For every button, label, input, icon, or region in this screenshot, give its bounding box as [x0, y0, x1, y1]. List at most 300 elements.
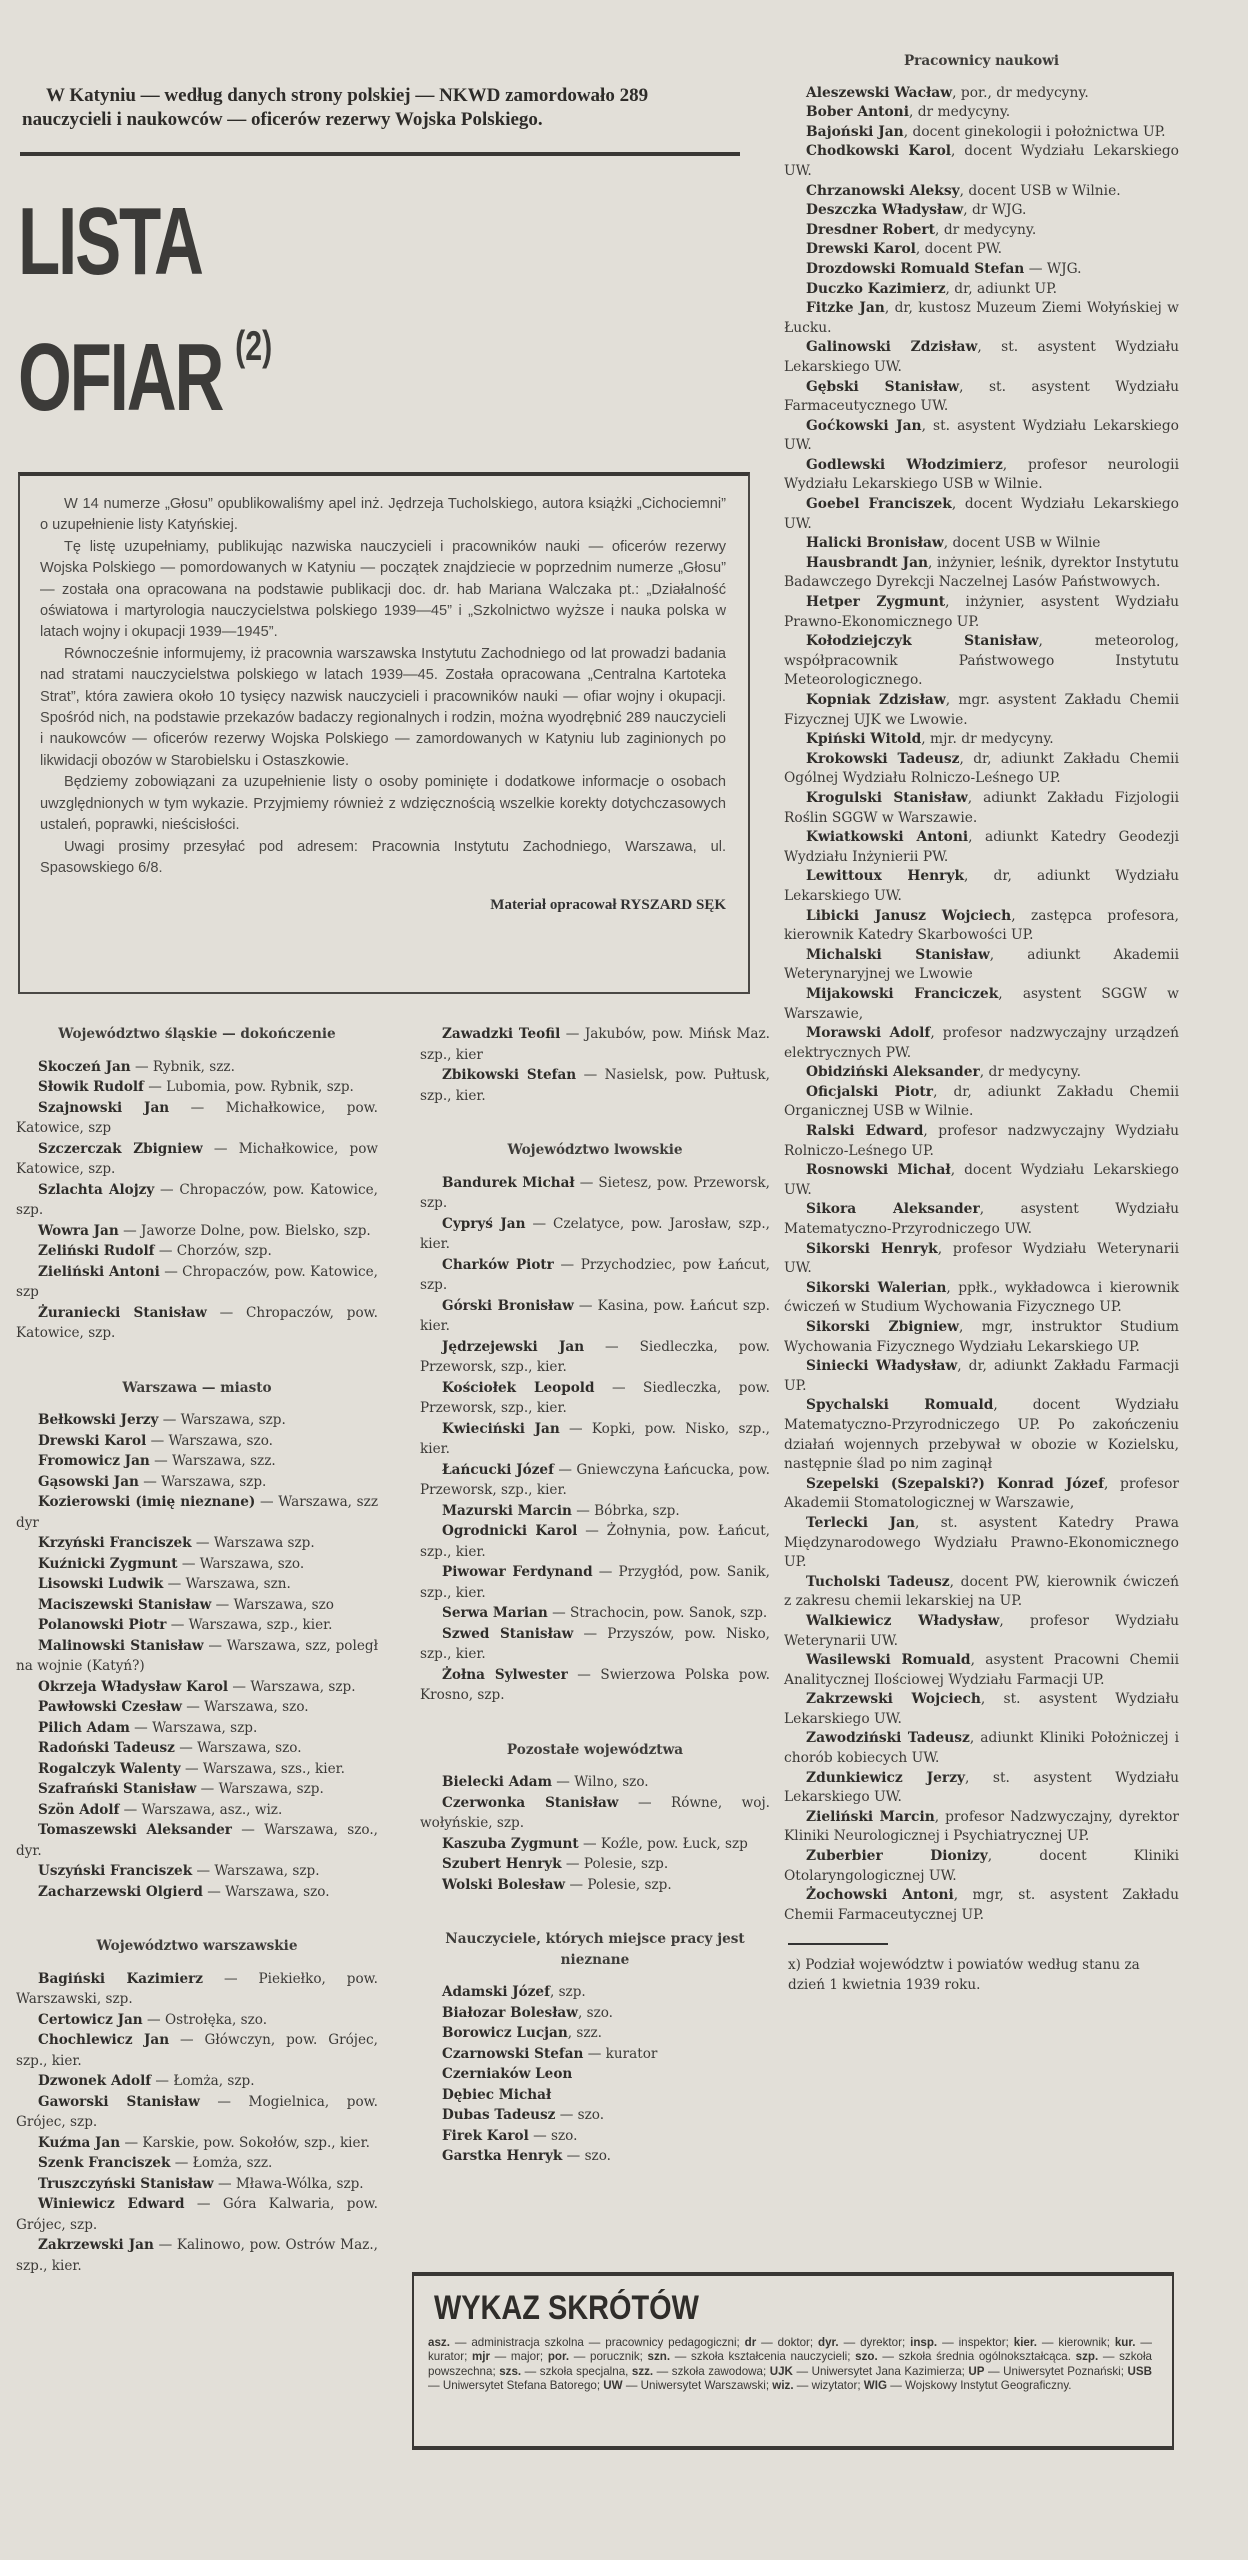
list-entry	[420, 2044, 770, 2065]
entry-details: — Warszawa, szp.	[192, 1863, 320, 1879]
list-entry	[784, 1083, 1179, 1122]
list-entry	[784, 456, 1179, 495]
entry-name: Tomaszewski Aleksander	[38, 1822, 232, 1838]
section-heading-nieznane: Nauczyciele, których miejsce pracy jest nieznane	[445, 1931, 745, 1968]
footnote-rule	[788, 1943, 888, 1945]
list-entry	[784, 1318, 1179, 1357]
list-entry	[784, 1475, 1179, 1514]
entry-name: Rogalczyk Walenty	[38, 1760, 181, 1777]
list-entry	[784, 299, 1179, 338]
entry-name: Kwieciński Jan	[442, 1420, 560, 1437]
list-entry	[16, 1861, 378, 1882]
entry-name: Szczerczak Zbigniew	[38, 1140, 203, 1157]
entry-name: Firek Karol	[442, 2127, 529, 2144]
list-entry	[16, 1615, 378, 1636]
entry-name: Zakrzewski Jan	[38, 2237, 154, 2253]
abbreviation-meaning: — porucznik;	[569, 2350, 648, 2364]
list-entry	[784, 1651, 1179, 1690]
entry-name: Spychalski Romuald	[806, 1397, 994, 1414]
list-entry	[784, 867, 1179, 906]
entry-name: Pilich Adam	[38, 1719, 130, 1736]
abbreviation-meaning: — dyrektor;	[838, 2336, 911, 2349]
list-entry	[784, 240, 1179, 260]
entry-name: Kozierowski (imię nieznane)	[38, 1494, 256, 1510]
list-entry	[16, 1410, 378, 1431]
list-entry	[784, 1886, 1179, 1925]
entry-name: Ralski Edward	[806, 1123, 924, 1140]
footnote: x) Podział województw i powiatów według stanu za dzień 1 kwietnia 1939 roku.	[788, 1957, 1140, 1994]
list-entry	[420, 1460, 770, 1501]
entry-name: Kaszuba Zygmunt	[442, 1835, 579, 1852]
list-entry	[16, 1139, 378, 1180]
list-entry	[420, 1624, 770, 1665]
list-entry	[16, 1697, 378, 1718]
list-entry	[420, 2064, 770, 2085]
abbreviation-meaning: — doktor;	[756, 2336, 819, 2349]
entry-name: Borowicz Lucjan	[442, 2025, 568, 2041]
entry-details: — Kopki, pow. Nisko, szp., kier.	[420, 1420, 771, 1457]
entry-name: Lisowski Ludwik	[38, 1576, 164, 1592]
list-entry	[784, 182, 1179, 202]
list-entry	[784, 1200, 1179, 1239]
list-entry	[420, 1665, 770, 1706]
intro-paragraph: W 14 numerze „Głosu” opublikowaliśmy apel inż. Jędrzeja Tucholskiego, autora książki „Cichociemni” o uzupełnienie listy Katyńskiej.	[40, 496, 726, 534]
list-entry	[784, 1573, 1179, 1612]
entry-name: Żochowski Antoni	[806, 1887, 954, 1904]
entry-name: Cypryś Jan	[442, 1215, 526, 1232]
entry-name: Godlewski Włodzimierz	[806, 456, 1003, 473]
entry-details: — szo.	[555, 2107, 605, 2123]
entry-details: — Warszawa, szp.	[138, 1473, 267, 1490]
list-entry	[420, 1378, 770, 1419]
entry-name: Zeliński Rudolf	[38, 1243, 155, 1259]
entry-name: Jędrzejewski Jan	[442, 1338, 585, 1355]
entry-name: Uszyński Franciszek	[38, 1863, 193, 1879]
list-entry	[16, 2153, 378, 2174]
entry-name: Kościołek Leopold	[442, 1379, 595, 1396]
list-entry	[16, 1636, 378, 1677]
list-entry	[16, 1820, 378, 1861]
column-right	[784, 52, 1179, 1995]
abbreviation-meaning: — major;	[490, 2350, 548, 2364]
entry-details: — Warszawa, szo	[211, 1596, 334, 1613]
intro-paragraph: Tę listę uzupełniamy, publikując nazwiska nauczycieli i pracowników nauki — oficerów rezerwy Wojska Polskiego — pomordowanych w Katyniu — początek znajdziecie w poprzednim numerze „Głosu” — została ona opracowana na podstawie publikacji doc. dr. hab Mariana Walczaka pt.: „Działalność oświatowa i martyrologia nauczycielstwa polskiego 1939—45” i „Szkolnictwo wyższe i nauka polska w latach wojny i okupacji 1939—1945”.	[40, 538, 726, 641]
list-entry	[784, 1122, 1179, 1161]
entry-name: Zieliński Marcin	[806, 1808, 935, 1825]
entry-details: , dr, adiunkt Zakładu Chemii Organicznej USB w Wilnie.	[784, 1083, 1179, 1120]
entry-details: — kurator	[583, 2045, 658, 2062]
entry-name: Mazurski Marcin	[442, 1502, 572, 1519]
entry-details: — Polesie, szp.	[561, 1856, 669, 1872]
entry-details: , docent Kliniki Otolaryngologicznej UW.	[784, 1848, 1179, 1884]
entry-details: , adiunkt Zakładu Fizjologii Roślin SGGW w Warszawie.	[784, 789, 1179, 826]
entry-name: Pawłowski Czesław	[38, 1699, 182, 1715]
list-slaskie	[16, 1057, 378, 1344]
entry-name: Szlachta Alojzy	[38, 1181, 155, 1198]
entry-name: Dębiec Michał	[442, 2086, 552, 2103]
entry-details: , por., dr medycyny.	[952, 84, 1089, 101]
entry-details: — Warszawa, szp.	[228, 1678, 356, 1695]
entry-details: , asystent SGGW w Warszawie,	[784, 985, 1179, 1022]
entry-name: Fitzke Jan	[806, 300, 885, 317]
entry-name: Chochlewicz Jan	[38, 2032, 170, 2048]
entry-details: — Wilno, szo.	[551, 1774, 649, 1790]
list-entry	[784, 338, 1179, 377]
entry-details: — Warszawa, szz dyr	[16, 1494, 378, 1531]
entry-name: Chrzanowski Aleksy	[806, 182, 960, 199]
list-entry	[784, 946, 1179, 985]
entry-name: Zakrzewski Wojciech	[806, 1691, 981, 1708]
list-entry	[16, 1800, 378, 1821]
list-entry	[784, 1514, 1179, 1573]
list-entry	[16, 1180, 378, 1221]
entry-name: Szafrański Stanisław	[38, 1781, 197, 1797]
entry-details: , dr, adiunkt UP.	[945, 280, 1058, 297]
list-entry	[16, 1969, 378, 2010]
entry-details: , dr medycyny.	[935, 221, 1037, 238]
list-entry	[16, 1451, 378, 1472]
entry-name: Gąsowski Jan	[38, 1473, 139, 1490]
entry-details: , dr medycyny.	[979, 1064, 1081, 1081]
list-entry	[784, 1769, 1179, 1808]
lead-paragraph: W Katyniu — według danych strony polskiej — NKWD zamordowało 289 nauczycieli i naukowców — oficerów rezerwy Wojska Polskiego.	[22, 85, 649, 130]
list-entry	[420, 1214, 770, 1255]
list-entry	[420, 2085, 770, 2106]
list-entry	[420, 2003, 770, 2024]
entry-name: Okrzeja Władysław Karol	[38, 1678, 229, 1695]
entry-details: — szo.	[528, 2127, 578, 2144]
entry-details: — Warszawa, szp.	[129, 1719, 258, 1736]
list-entry	[784, 1690, 1179, 1729]
title-line-2-text: OFIAR	[18, 324, 223, 431]
title-part-number: (2)	[235, 322, 273, 369]
entry-name: Bajoński Jan	[806, 123, 904, 140]
entry-details: — Warszawa, szs., kier.	[180, 1760, 345, 1777]
entry-details: — Warszawa, szo.	[174, 1740, 302, 1756]
entry-name: Obidziński Aleksander	[806, 1064, 980, 1081]
intro-paragraph: Uwagi prosimy przesyłać pod adresem: Pracownia Instytutu Zachodniego, Warszawa, ul. Spasowskiego 6/8.	[40, 838, 726, 876]
entry-details: — Łomża, szp.	[151, 2073, 255, 2089]
section-heading-warszawa-miasto: Warszawa — miasto	[122, 1379, 272, 1396]
abbreviation-term: szp.	[1075, 2350, 1099, 2364]
entry-details: , dr, kustosz Muzeum Ziemi Wołyńskiej w Łucku.	[784, 300, 1179, 336]
abbreviation-term: mjr	[471, 2350, 491, 2364]
entry-details: — Siedleczka, pow. Przeworsk, szp., kier.	[420, 1379, 770, 1416]
entry-name: Kpiński Witold	[806, 731, 922, 748]
entry-details: , inżynier, asystent Wydziału Prawno-Ekonomicznego UP.	[784, 594, 1179, 630]
entry-details: — Ostrołęka, szo.	[142, 2011, 268, 2028]
entry-details: , profesor Wydziału Weterynarii UW.	[784, 1240, 1179, 1277]
entry-details: — Swierzowa Polska pow. Krosno, szp.	[420, 1666, 770, 1703]
entry-details: , docent PW, kierownik ćwiczeń z zakresu chemii lekarskiej na UP.	[784, 1573, 1179, 1610]
entry-name: Łańcucki Józef	[442, 1461, 554, 1478]
list-entry	[784, 750, 1179, 789]
entry-name: Libicki Janusz Wojciech	[806, 907, 1012, 924]
entry-details: — Warszawa, szp.	[196, 1781, 324, 1797]
entry-details: , dr, adiunkt Wydziału Lekarskiego UW.	[784, 868, 1179, 904]
entry-name: Krogulski Stanisław	[806, 789, 968, 806]
entry-name: Certowicz Jan	[38, 2011, 143, 2028]
entry-details: , st. asystent Wydziału Lekarskiego UW.	[784, 339, 1179, 375]
list-warszawskie	[16, 1969, 378, 2277]
list-entry	[16, 1431, 378, 1452]
list-entry	[784, 1612, 1179, 1651]
entry-name: Sikorski Henryk	[806, 1240, 938, 1257]
list-entry	[420, 1854, 770, 1875]
list-entry	[784, 417, 1179, 456]
entry-details: — Warszawa, szo.	[177, 1555, 305, 1572]
entry-details: — Warszawa, szo.	[146, 1432, 273, 1449]
entry-details: , docent Wydziału Matematyczno-Przyrodniczego UP. Po zakończeniu działań wojennych przebywał w obozie w Kozielsku, następnie ślad po nim zaginął	[784, 1397, 1179, 1473]
list-entry	[16, 1779, 378, 1800]
entry-name: Dzwonek Adolf	[38, 2073, 152, 2089]
list-entry	[784, 201, 1179, 221]
entry-details: , docent Wydziału Lekarskiego UW.	[784, 143, 1179, 179]
entry-name: Siniecki Władysław	[806, 1358, 958, 1375]
entry-name: Słowik Rudolf	[38, 1079, 144, 1095]
entry-details: — Główczyn, pow. Grójec, szp., kier.	[16, 2032, 378, 2069]
list-entry	[784, 1808, 1179, 1847]
list-entry	[16, 1077, 378, 1098]
list-entry	[16, 1759, 378, 1780]
entry-name: Sikorski Walerian	[806, 1279, 947, 1296]
entry-details: , ppłk., wykładowca i kierownik ćwiczeń w Studium Wychowania Fizycznego UP.	[784, 1279, 1180, 1316]
list-naukowi	[784, 84, 1179, 1926]
list-entry	[16, 1241, 378, 1262]
entry-name: Rosnowski Michał	[806, 1162, 951, 1179]
list-entry	[784, 1357, 1179, 1396]
entry-details: , dr, adiunkt Zakładu Farmacji UP.	[784, 1358, 1179, 1394]
entry-details: — Przychodziec, pow Łańcut, szp.	[420, 1256, 770, 1293]
entry-details: — Żołnynia, pow. Łańcut, szp., kier.	[420, 1523, 770, 1560]
abbreviation-meaning: — administracja szkolna — pracownicy pedagogiczni;	[449, 2336, 745, 2349]
abbreviation-meaning: — szkoła zawodowa;	[653, 2364, 770, 2378]
entry-name: Szajnowski Jan	[38, 1099, 170, 1116]
entry-details: — Koźle, pow. Łuck, szp	[578, 1835, 748, 1852]
abbreviation-term: szz.	[631, 2364, 654, 2378]
entry-details: , szo.	[577, 2004, 613, 2021]
list-entry	[420, 2146, 770, 2167]
abbreviation-meaning: — Uniwersytet Poznański;	[984, 2364, 1128, 2378]
entry-details: , meteorolog, współpracownik Państwowego Instytutu Meteorologicznego.	[784, 633, 1180, 689]
list-entry	[784, 1279, 1179, 1318]
abbreviation-meaning: — inspektor;	[937, 2336, 1014, 2349]
entry-details: — Przyszów, pow. Nisko, szp., kier.	[420, 1625, 770, 1662]
abbreviation-term: kier.	[1013, 2336, 1037, 2349]
entry-details: — Łomża, szz.	[170, 2155, 273, 2171]
entry-details: — WJG.	[1024, 260, 1082, 277]
entry-details: — Warszawa, szo.	[181, 1699, 309, 1715]
entry-details: — Warszawa, asz., wiz.	[119, 1801, 283, 1818]
section-heading-pozostale: Pozostałe województwa	[506, 1741, 684, 1758]
entry-details: , dr, adiunkt Zakładu Chemii Ogólnej Wydziału Rolniczo-Leśnego UP.	[784, 750, 1179, 787]
list-entry	[16, 1472, 378, 1493]
intro-paragraph: Będziemy zobowiązani za uzupełnienie listy o osoby pominięte i dodatkowe informacje o osobach uwzględnionych w tym wykazie. Przyjmiemy również z wdzięcznością wszelkie korekty dotychczasowych ustaleń, poprawki, nieścisłości.	[40, 774, 726, 834]
list-entry	[784, 554, 1179, 593]
list-entry	[420, 1255, 770, 1296]
entry-name: Bagiński Kazimierz	[38, 1970, 204, 1987]
entry-details: , asystent Wydziału Matematyczno-Przyrodniczego UW.	[784, 1201, 1179, 1238]
list-entry	[420, 1501, 770, 1522]
entry-details: , st. asystent Katedry Prawa Międzynarodowego Wydziału Prawno-Ekonomicznego UP.	[784, 1514, 1179, 1571]
list-nieznane	[420, 1982, 770, 2167]
entry-name: Chodkowski Karol	[806, 143, 952, 160]
abbreviation-term: UW	[603, 2379, 623, 2393]
abbreviations-title: WYKAZ SKRÓTÓW	[434, 2289, 699, 2327]
entry-name: Szwed Stanisław	[442, 1625, 574, 1642]
entry-name: Żuraniecki Stanisław	[38, 1304, 207, 1321]
entry-name: Hetper Zygmunt	[806, 594, 946, 611]
list-entry	[420, 1419, 770, 1460]
entry-name: Zacharzewski Olgierd	[38, 1883, 203, 1900]
entry-name: Galinowski Zdzisław	[806, 339, 978, 356]
entry-name: Zbikowski Stefan	[442, 1067, 577, 1083]
entry-name: Goebel Franciszek	[806, 496, 952, 513]
list-entry	[420, 1603, 770, 1624]
entry-details: , dr WJG.	[963, 202, 1027, 219]
entry-details: — Kalinowo, pow. Ostrów Maz., szp., kier.	[16, 2237, 378, 2274]
entry-details: , adiunkt Akademii Weterynaryjnej we Lwowie	[784, 946, 1179, 983]
entry-details: — Mława-Wólka, szp.	[213, 2175, 364, 2192]
list-entry	[420, 1772, 770, 1793]
list-entry	[784, 260, 1179, 280]
entry-name: Zuberbier Dionizy	[806, 1848, 988, 1865]
entry-details: — Chorzów, szp.	[154, 1243, 272, 1259]
entry-details: — Gniewczyna Łańcucka, pow. Przeworsk, szp., kier.	[420, 1461, 770, 1498]
list-entry	[420, 1337, 770, 1378]
entry-name: Terlecki Jan	[806, 1514, 916, 1531]
entry-name: Mijakowski Franciczek	[806, 985, 999, 1002]
list-entry	[420, 1793, 770, 1834]
entry-details: , adiunkt Kliniki Położniczej i chorób kobiecych UW.	[784, 1730, 1179, 1767]
abbreviation-term: wiz.	[772, 2379, 794, 2393]
abbreviation-term: UJK	[769, 2364, 793, 2378]
list-pozostale	[420, 1772, 770, 1895]
entry-name: Oficjalski Piotr	[806, 1083, 934, 1100]
entry-details: , mjr. dr medycyny.	[921, 731, 1054, 748]
list-entry	[420, 1173, 770, 1214]
entry-details: — Polesie, szp.	[565, 1876, 672, 1893]
list-entry	[420, 1065, 770, 1106]
abbreviations-text	[428, 2336, 1152, 2394]
abbreviation-meaning: — Wojskowy Instytut Geograficzny.	[886, 2379, 1072, 2393]
list-entry	[16, 1677, 378, 1698]
list-entry	[16, 1098, 378, 1139]
list-entry	[784, 534, 1179, 554]
entry-details: , docent PW.	[915, 241, 1002, 258]
entry-name: Drewski Karol	[806, 241, 916, 258]
list-entry	[16, 2071, 378, 2092]
abbreviation-term: kur.	[1114, 2336, 1136, 2349]
list-entry	[784, 378, 1179, 417]
list-entry	[420, 2105, 770, 2126]
entry-details: — Chropaczów, pow. Katowice, szp.	[16, 1304, 378, 1341]
entry-name: Szön Adolf	[38, 1801, 120, 1818]
list-entry	[420, 2126, 770, 2147]
entry-name: Białozar Bolesław	[442, 2004, 578, 2021]
list-warszawa-miasto	[16, 1410, 378, 1902]
entry-details: — Michałkowice, pow. Katowice, szp	[16, 1099, 378, 1136]
entry-details: , profesor neurologii Wydziału Lekarskiego USB w Wilnie.	[784, 456, 1179, 493]
list-entry	[16, 1533, 378, 1554]
entry-details: — Przygłód, pow. Sanik, szp., kier.	[420, 1564, 770, 1601]
list-entry	[784, 1024, 1179, 1063]
entry-details: , profesor Akademii Stomatologicznej w Warszawie,	[784, 1475, 1180, 1512]
entry-details: — Warszawa, szp., kier.	[166, 1617, 333, 1633]
divider-rule	[20, 152, 740, 156]
entry-details: , docent Wydziału Lekarskiego UW.	[784, 496, 1179, 532]
entry-details: — Siedleczka, pow. Przeworsk, szp., kier.	[420, 1338, 770, 1375]
section-heading-lwowskie: Województwo lwowskie	[507, 1142, 683, 1158]
list-entry	[16, 2133, 378, 2154]
entry-name: Piwowar Ferdynand	[442, 1564, 593, 1580]
entry-name: Walkiewicz Władysław	[806, 1612, 1000, 1629]
list-entry	[16, 2235, 378, 2276]
entry-name: Polanowski Piotr	[38, 1617, 167, 1633]
entry-details: — szo.	[562, 2148, 611, 2164]
list-entry	[784, 1063, 1179, 1083]
entry-details: , mgr, st. asystent Zakładu Chemii Farmaceutycznej UP.	[784, 1887, 1179, 1923]
entry-name: Sikorski Zbigniew	[806, 1319, 960, 1335]
abbreviation-term: szs.	[499, 2364, 522, 2378]
list-entry	[420, 1521, 770, 1562]
entry-name: Gaworski Stanisław	[38, 2093, 200, 2110]
entry-details: — Michałkowice, pow Katowice, szp.	[16, 1140, 379, 1177]
entry-name: Zieliński Antoni	[38, 1263, 160, 1280]
list-entry	[16, 2194, 378, 2235]
intro-paragraph: Równocześnie informujemy, iż pracownia warszawska Instytutu Zachodniego od lat prowadzi badania nad stratami nauczycielstwa polskiego w latach 1939—45. Została opracowana „Centralna Kartoteka Strat”, która zawiera około 10 tysięcy nazwisk nauczycieli i pracowników nauki — ofiar wojny i okupacji. Spośród nich, na podstawie przekazów badaczy regionalnych i rodzin, można wyodrębnić 289 nauczycieli i naukowców — oficerów rezerwy Wojska Polskiego — zamordowanych w Katyniu lub zaginionych po likwidacji obozów w Starobielsku i Ostaszkowie.	[40, 645, 726, 769]
section-heading-warszawskie: Województwo warszawskie	[96, 1938, 298, 1954]
entry-name: Krokowski Tadeusz	[806, 750, 960, 767]
list-entry	[784, 593, 1179, 632]
list-entry	[16, 1303, 378, 1344]
entry-details: , profesor Wydziału Weterynarii UW.	[784, 1612, 1179, 1649]
list-entry	[16, 1882, 378, 1903]
list-entry	[420, 1982, 770, 2003]
entry-details: — Warszawa, szp.	[158, 1412, 286, 1428]
entry-name: Adamski Józef	[442, 1984, 550, 2000]
entry-details: , asystent Pracowni Chemii Analitycznej Ilościowej Wydziału Farmacji UP.	[784, 1652, 1180, 1688]
abbreviation-term: insp.	[910, 2336, 938, 2349]
abbreviation-term: dr	[744, 2336, 757, 2349]
entry-name: Ogrodnicki Karol	[442, 1523, 578, 1539]
abbreviation-term: szo.	[855, 2350, 878, 2364]
list-entry	[784, 221, 1179, 241]
entry-name: Tucholski Tadeusz	[806, 1573, 950, 1590]
entry-details: , st. asystent Wydziału Farmaceutycznego UW.	[784, 378, 1179, 415]
entry-details: — Jakubów, pow. Mińsk Maz. szp., kier	[420, 1026, 770, 1063]
column-left	[16, 1024, 378, 2276]
entry-name: Maciszewski Stanisław	[38, 1596, 212, 1613]
section-heading-slaskie: Województwo śląskie — dokończenie	[58, 1026, 336, 1042]
list-entry	[16, 1574, 378, 1595]
entry-name: Aleszewski Wacław	[806, 84, 953, 101]
list-entry	[16, 2092, 378, 2133]
entry-details: — Warszawa, szz, poległ na wojnie (Katyń?)	[16, 1637, 378, 1674]
entry-name: Bober Antoni	[806, 104, 909, 121]
list-entry	[784, 84, 1179, 104]
author-credit: Materiał opracował RYSZARD SĘK	[490, 897, 726, 914]
entry-name: Radoński Tadeusz	[38, 1740, 175, 1756]
entry-details: — Sietesz, pow. Przeworsk, szp.	[420, 1174, 770, 1211]
list-entry	[420, 1296, 770, 1337]
entry-details: , adiunkt Katedry Geodezji Wydziału Inżynierii PW.	[784, 829, 1179, 865]
entry-name: Goćkowski Jan	[806, 417, 922, 434]
entry-name: Drozdowski Romuald Stefan	[806, 260, 1025, 277]
entry-name: Szubert Henryk	[442, 1856, 562, 1872]
list-entry	[784, 1396, 1179, 1474]
entry-name: Szepelski (Szepalski?) Konrad Józef	[806, 1475, 1105, 1492]
